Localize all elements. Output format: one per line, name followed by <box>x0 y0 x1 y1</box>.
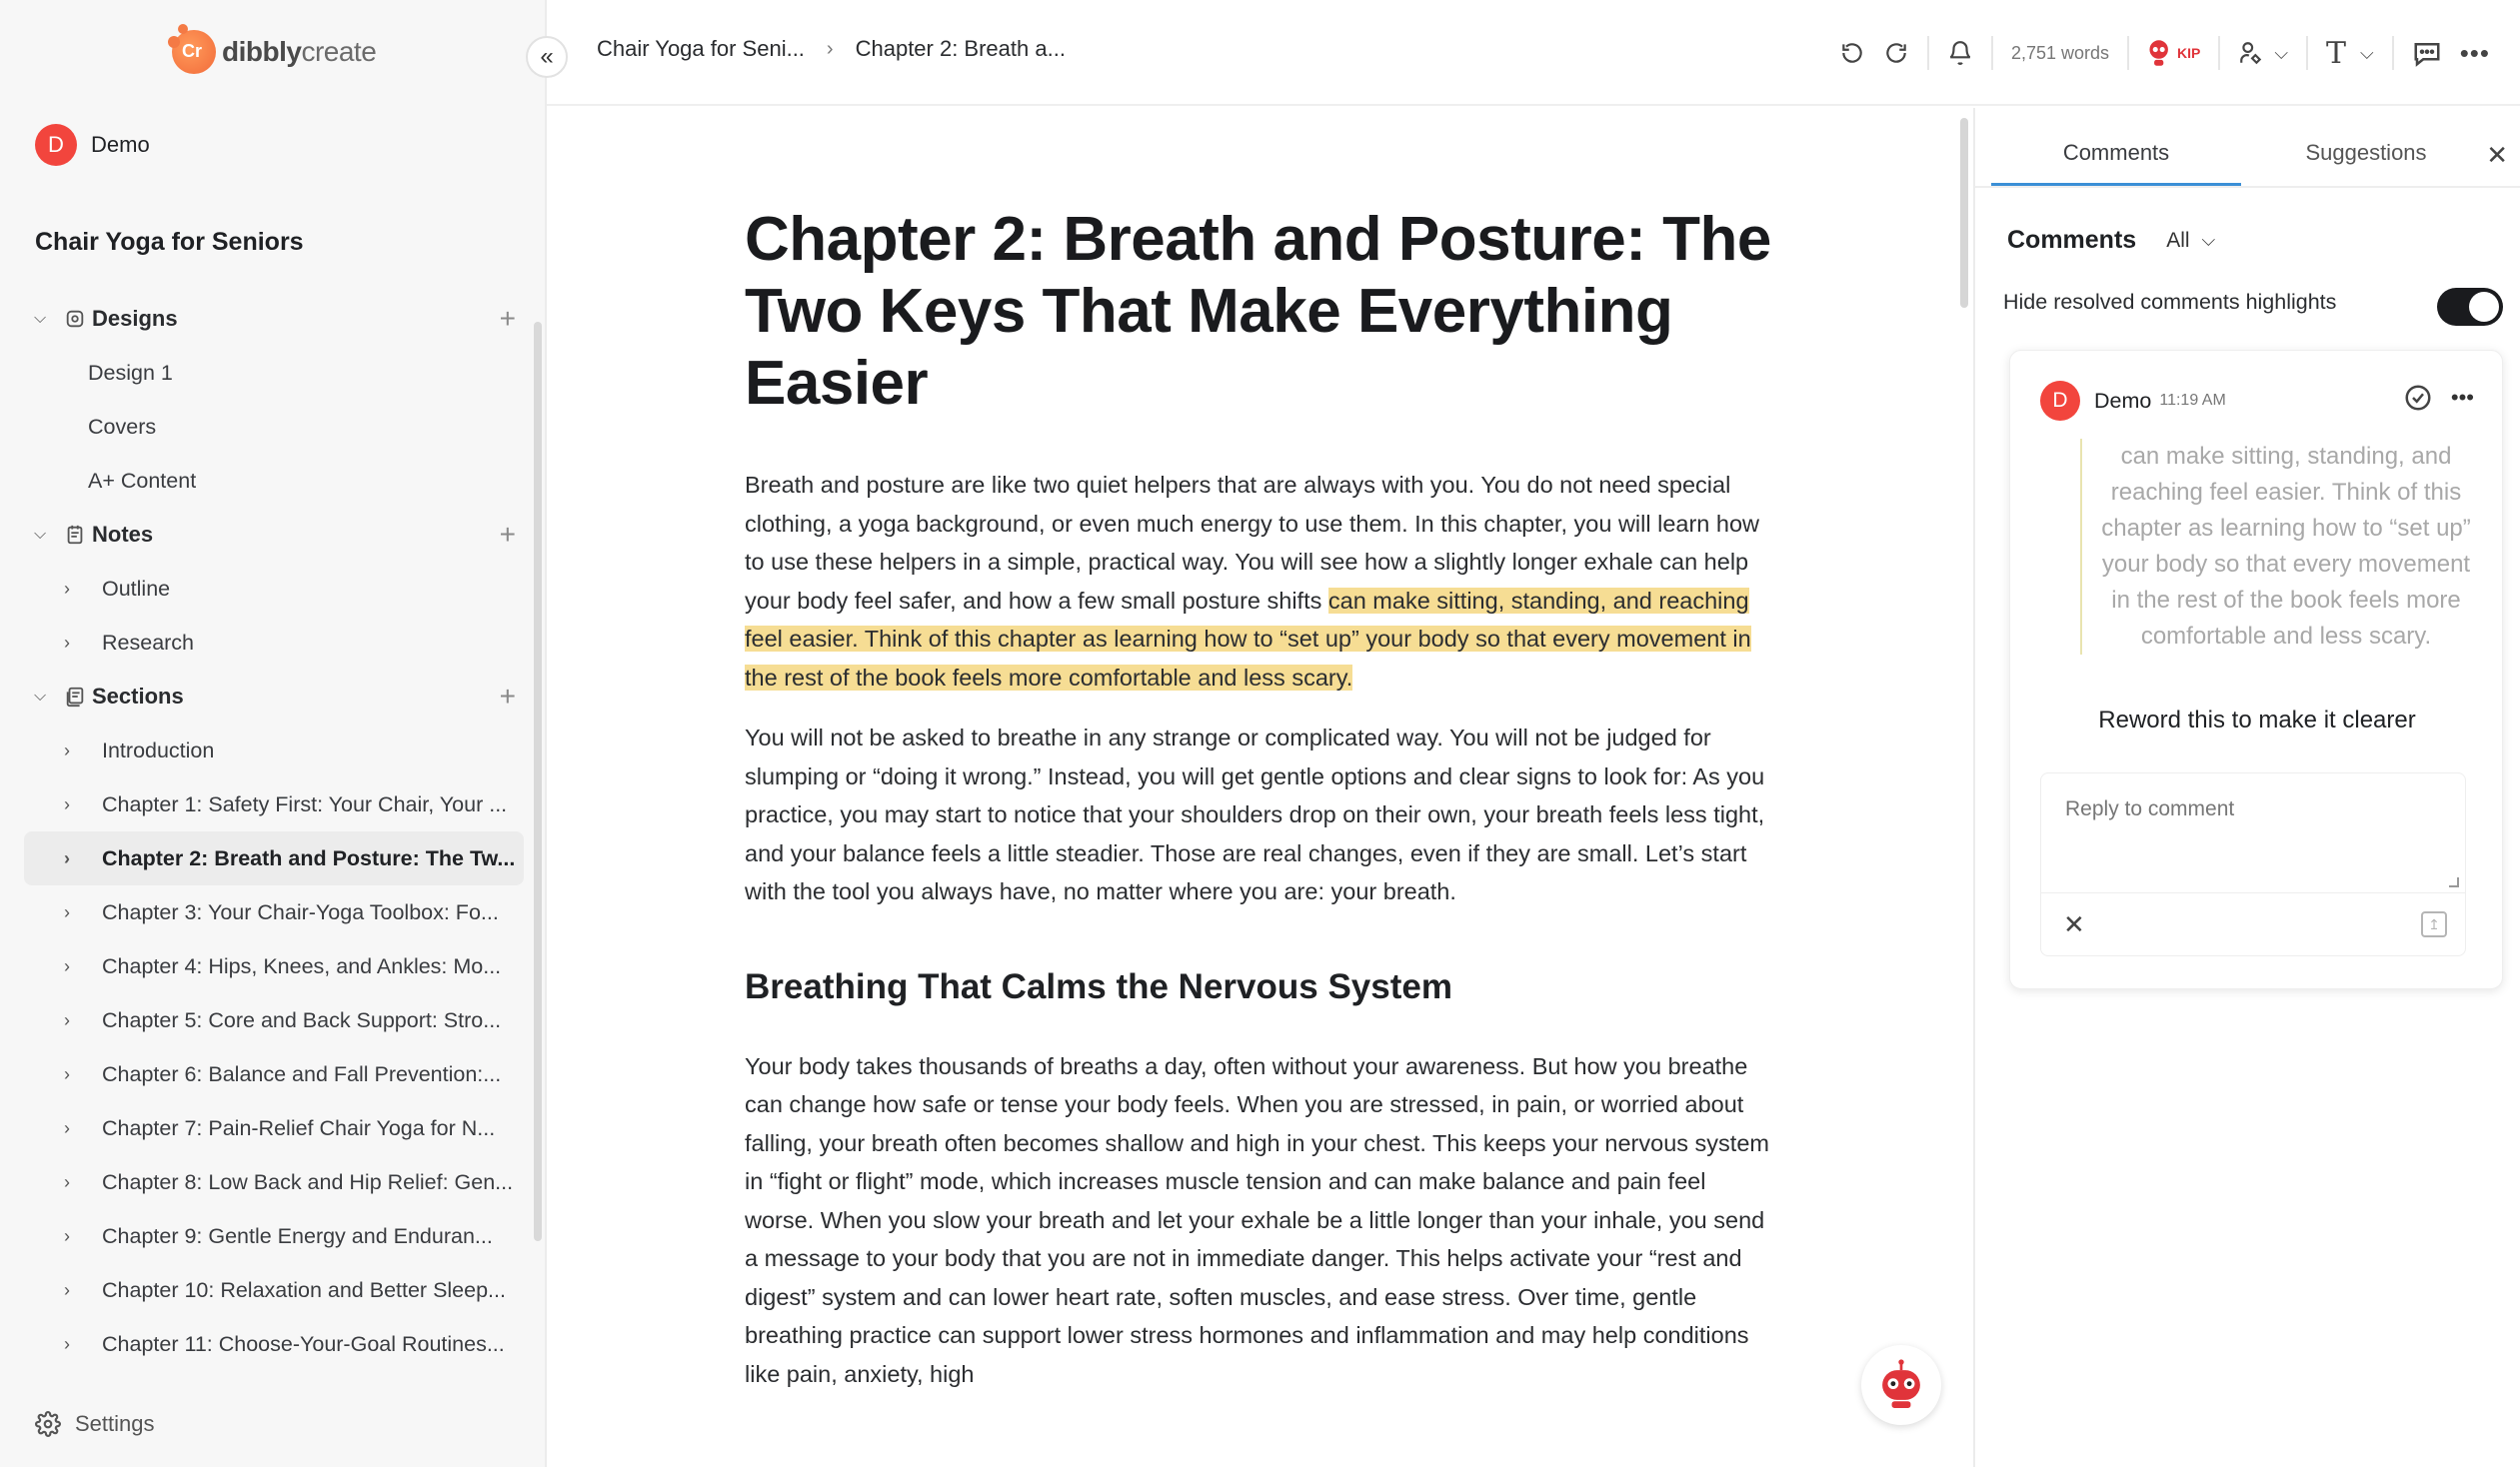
chevron-right-icon[interactable]: › <box>64 632 70 653</box>
item-label: Chapter 3: Your Chair-Yoga Toolbox: Fo... <box>102 899 499 924</box>
toolbar <box>1821 0 2520 106</box>
add-note-icon[interactable]: + <box>499 519 516 550</box>
sidebar-item-aplus-content[interactable] <box>24 454 524 508</box>
chevron-right-icon[interactable]: › <box>64 1117 70 1138</box>
filter-value: All <box>2166 228 2190 252</box>
item-label: Chapter 2: Breath and Posture: The Tw... <box>102 845 516 870</box>
group-label: Sections <box>92 684 184 709</box>
tab-comments[interactable]: Comments <box>1991 108 2241 186</box>
more-horizontal-icon[interactable]: ••• <box>2450 385 2474 410</box>
top-bar <box>547 0 2520 106</box>
quoted-text: can make sitting, standing, and reaching feel easier. Think of this chapter as learning how to “set up” your body so that every movement in the rest of the book feels more comfortable and less scary. <box>2080 439 2480 655</box>
sidebar-scrollbar[interactable] <box>534 322 542 1241</box>
comment-time: 11:19 AM <box>2159 392 2226 409</box>
hide-resolved-toggle[interactable] <box>2437 288 2503 326</box>
chevron-down-icon[interactable]: ⌵ <box>34 526 47 543</box>
sidebar-item-section[interactable] <box>24 993 524 1047</box>
chevron-right-icon[interactable]: › <box>64 1333 70 1354</box>
notes-icon <box>64 524 86 546</box>
more-horizontal-icon: ••• <box>2459 37 2490 68</box>
author-name: Demo <box>2094 388 2152 413</box>
editor-scrollbar[interactable] <box>1960 118 1968 308</box>
sections-icon <box>64 686 86 708</box>
item-label: Chapter 4: Hips, Knees, and Ankles: Mo... <box>102 953 502 978</box>
item-label: Covers <box>88 414 157 439</box>
breadcrumb-book[interactable]: Chair Yoga for Seni... <box>597 36 805 61</box>
word-count: 2,751 words <box>2010 42 2110 63</box>
divider <box>2306 36 2308 70</box>
chapter-title[interactable]: Chapter 2: Breath and Posture: The Two Keys That Make Everything Easier <box>745 205 1771 418</box>
kip-assistant-button[interactable] <box>2147 33 2200 73</box>
panel-tabs <box>1991 108 2491 186</box>
add-section-icon[interactable]: + <box>499 681 516 712</box>
comments-filter-dropdown[interactable] <box>2166 229 2215 253</box>
chevron-down-icon[interactable]: ⌵ <box>34 688 47 705</box>
hide-resolved-label: Hide resolved comments highlights <box>2003 290 2337 314</box>
chevron-down-icon: ⌵ <box>2360 42 2374 63</box>
chevron-right-icon[interactable]: › <box>64 1225 70 1246</box>
user-menu[interactable] <box>35 124 150 166</box>
group-sections[interactable] <box>24 670 524 724</box>
robot-icon <box>1874 1358 1928 1412</box>
item-label: Introduction <box>102 737 215 762</box>
settings-label: Settings <box>75 1411 155 1436</box>
comment-author <box>2040 381 2226 421</box>
group-designs[interactable] <box>24 292 524 346</box>
sidebar-item-section[interactable] <box>24 885 524 939</box>
divider <box>1991 36 1993 70</box>
item-label: A+ Content <box>88 468 197 493</box>
item-label: Research <box>102 630 195 655</box>
comment-text: Reword this to make it clearer <box>2098 707 2416 734</box>
submit-reply-icon[interactable]: ↥ <box>2421 911 2447 937</box>
sidebar-item-research[interactable] <box>24 616 524 670</box>
group-label: Designs <box>92 306 178 331</box>
chevron-down-icon[interactable]: ⌵ <box>34 310 47 327</box>
gear-icon <box>35 1411 61 1437</box>
divider <box>2127 36 2129 70</box>
ai-assistant-button[interactable] <box>1861 1345 1941 1425</box>
chevron-right-icon[interactable]: › <box>64 847 70 868</box>
chevron-right-icon[interactable]: › <box>64 1063 70 1084</box>
comment-icon <box>2412 39 2442 67</box>
logo-icon <box>172 30 216 74</box>
item-label: Design 1 <box>88 360 173 385</box>
comment-actions <box>2403 383 2474 413</box>
sidebar-item-section[interactable] <box>24 1047 524 1101</box>
group-notes[interactable] <box>24 508 524 562</box>
chevron-right-icon[interactable]: › <box>64 1279 70 1300</box>
item-label: Outline <box>102 576 171 601</box>
more-options-button[interactable] <box>2460 33 2490 73</box>
add-design-icon[interactable]: + <box>499 303 516 334</box>
double-chevron-left-icon: « <box>540 43 554 70</box>
reply-input[interactable] <box>2041 773 2465 893</box>
chevron-down-icon: ⌵ <box>2201 230 2216 250</box>
document-editor[interactable] <box>547 108 1971 1467</box>
divider <box>2218 36 2220 70</box>
undo-icon <box>1839 40 1865 66</box>
paragraph[interactable]: Your body takes thousands of breaths a day, often without your awareness. But how you breathe can change how safe or tense your body feels. When you are stressed, in pain, or worried about falling, your breath often becomes shallow and high in your chest. This keeps your nervous system in “fight or flight” mode, which increases muscle tension and can make balance and pain feel worse. When you slow your breath and let your exhale be a little longer than your inhale, you send a message to your body that you are not in immediate danger. This helps activate your “rest and digest” system and can lower heart rate, soften muscles, and ease stress. Over time, gentle breathing practice can support lower stress hormones and inflammation and may help conditions like pain, anxiety, high <box>745 1052 1769 1387</box>
sidebar-item-section[interactable] <box>24 1155 524 1209</box>
resolve-check-icon[interactable] <box>2403 383 2433 413</box>
group-label: Notes <box>92 522 154 547</box>
close-panel-icon[interactable]: ✕ <box>2486 140 2508 170</box>
comments-toggle-button[interactable] <box>2412 33 2442 73</box>
divider <box>1975 186 2520 188</box>
tab-suggestions[interactable]: Suggestions <box>2305 140 2427 165</box>
comment-card[interactable] <box>2009 350 2503 989</box>
reply-box <box>2040 772 2466 956</box>
item-label: Chapter 7: Pain-Relief Chair Yoga for N... <box>102 1115 496 1140</box>
divider <box>1927 36 1929 70</box>
item-label: Chapter 5: Core and Back Support: Stro... <box>102 1007 502 1032</box>
item-label: Chapter 6: Balance and Fall Prevention:... <box>102 1061 502 1086</box>
comments-header <box>2007 226 2215 255</box>
comments-panel <box>1973 108 2520 1467</box>
pen-user-icon <box>2238 40 2264 66</box>
breadcrumb <box>597 36 1066 62</box>
sidebar-item-section[interactable] <box>24 1317 524 1371</box>
divider <box>2392 36 2394 70</box>
brand-name: dibblycreate <box>222 36 377 67</box>
comments-heading: Comments <box>2007 226 2137 254</box>
text-format-icon: T <box>2326 35 2347 71</box>
chevron-right-icon: › <box>826 37 834 60</box>
text-style-dropdown[interactable] <box>2326 33 2374 73</box>
undo-button[interactable] <box>1839 33 1865 73</box>
cancel-reply-icon[interactable]: ✕ <box>2063 909 2085 939</box>
paragraph[interactable] <box>745 466 1774 697</box>
sidebar-item-section[interactable] <box>24 1101 524 1155</box>
kip-label: KIP <box>2177 45 2201 61</box>
sidebar <box>0 0 547 1467</box>
chevron-right-icon[interactable]: › <box>64 901 70 922</box>
sidebar-item-covers[interactable] <box>24 400 524 454</box>
document-content[interactable] <box>745 204 1774 1393</box>
paragraph[interactable]: You will not be asked to breathe in any strange or complicated way. You will not be judged for slumping or “doing it wrong.” Instead, you will get gentle options and clear signs to look for: As you practice, you may start to notice that your shoulders drop on their own, your breath feels less tight, and your balance feels a little steadier. Those are real changes, even if they are small. Let’s start with the tool you always have, no matter where you are: your breath. <box>745 725 1765 904</box>
avatar: D <box>2040 381 2080 421</box>
user-name: Demo <box>91 132 150 157</box>
settings-button[interactable] <box>35 1411 155 1437</box>
sidebar-item-section[interactable] <box>24 831 524 885</box>
paragraph-text: Breath and posture are like two quiet helpers that are always with you. You do not need special clothing, a yoga background, or even much energy to use them. In this chapter, you will learn how to use these helpers in a simple, practical way. You will see how a slightly longer exhale can help your body feel safer, and how a few small posture shifts <box>745 472 1759 614</box>
sidebar-item-outline[interactable] <box>24 562 524 616</box>
sidebar-item-section[interactable] <box>24 777 524 831</box>
sections-list <box>24 724 524 1371</box>
chevron-right-icon[interactable]: › <box>64 578 70 599</box>
item-label: Chapter 10: Relaxation and Better Sleep... <box>102 1277 506 1302</box>
robot-icon <box>2147 38 2175 68</box>
notifications-button[interactable] <box>1947 33 1973 73</box>
sidebar-item-design-1[interactable] <box>24 346 524 400</box>
sidebar-item-section[interactable] <box>24 939 524 993</box>
chevron-right-icon[interactable]: › <box>64 955 70 976</box>
book-title[interactable]: Chair Yoga for Seniors <box>35 228 304 256</box>
redo-button[interactable] <box>1883 33 1909 73</box>
bell-icon <box>1947 40 1973 66</box>
comment-highlight[interactable]: can make sitting, standing, and reaching feel easier. Think of this chapter as learning how to “set up” your body so that every movement in the rest of the book feels more comfortable and less scary. <box>745 587 1751 691</box>
editor-mode-dropdown[interactable] <box>2238 33 2288 73</box>
brand-logo[interactable] <box>172 26 376 78</box>
chevron-right-icon[interactable]: › <box>64 1009 70 1030</box>
breadcrumb-chapter[interactable]: Chapter 2: Breath a... <box>855 36 1066 61</box>
chevron-right-icon[interactable]: › <box>64 1171 70 1192</box>
resize-handle[interactable] <box>2449 877 2459 887</box>
avatar: D <box>35 124 77 166</box>
sidebar-item-section[interactable] <box>24 1209 524 1263</box>
item-label: Chapter 11: Choose-Your-Goal Routines... <box>102 1331 505 1356</box>
item-label: Chapter 9: Gentle Energy and Enduran... <box>102 1223 493 1248</box>
collapse-sidebar-button[interactable] <box>526 36 568 78</box>
sidebar-item-section[interactable] <box>24 724 524 777</box>
designs-icon <box>64 308 86 330</box>
chevron-down-icon: ⌵ <box>2274 42 2289 63</box>
chevron-right-icon[interactable]: › <box>64 793 70 814</box>
section-heading[interactable]: Breathing That Calms the Nervous System <box>745 966 1452 1006</box>
redo-icon <box>1883 40 1909 66</box>
sidebar-item-section[interactable] <box>24 1263 524 1317</box>
item-label: Chapter 1: Safety First: Your Chair, Your ... <box>102 791 508 816</box>
chevron-right-icon[interactable]: › <box>64 739 70 760</box>
sidebar-nav <box>24 292 524 1371</box>
item-label: Chapter 8: Low Back and Hip Relief: Gen... <box>102 1169 514 1194</box>
